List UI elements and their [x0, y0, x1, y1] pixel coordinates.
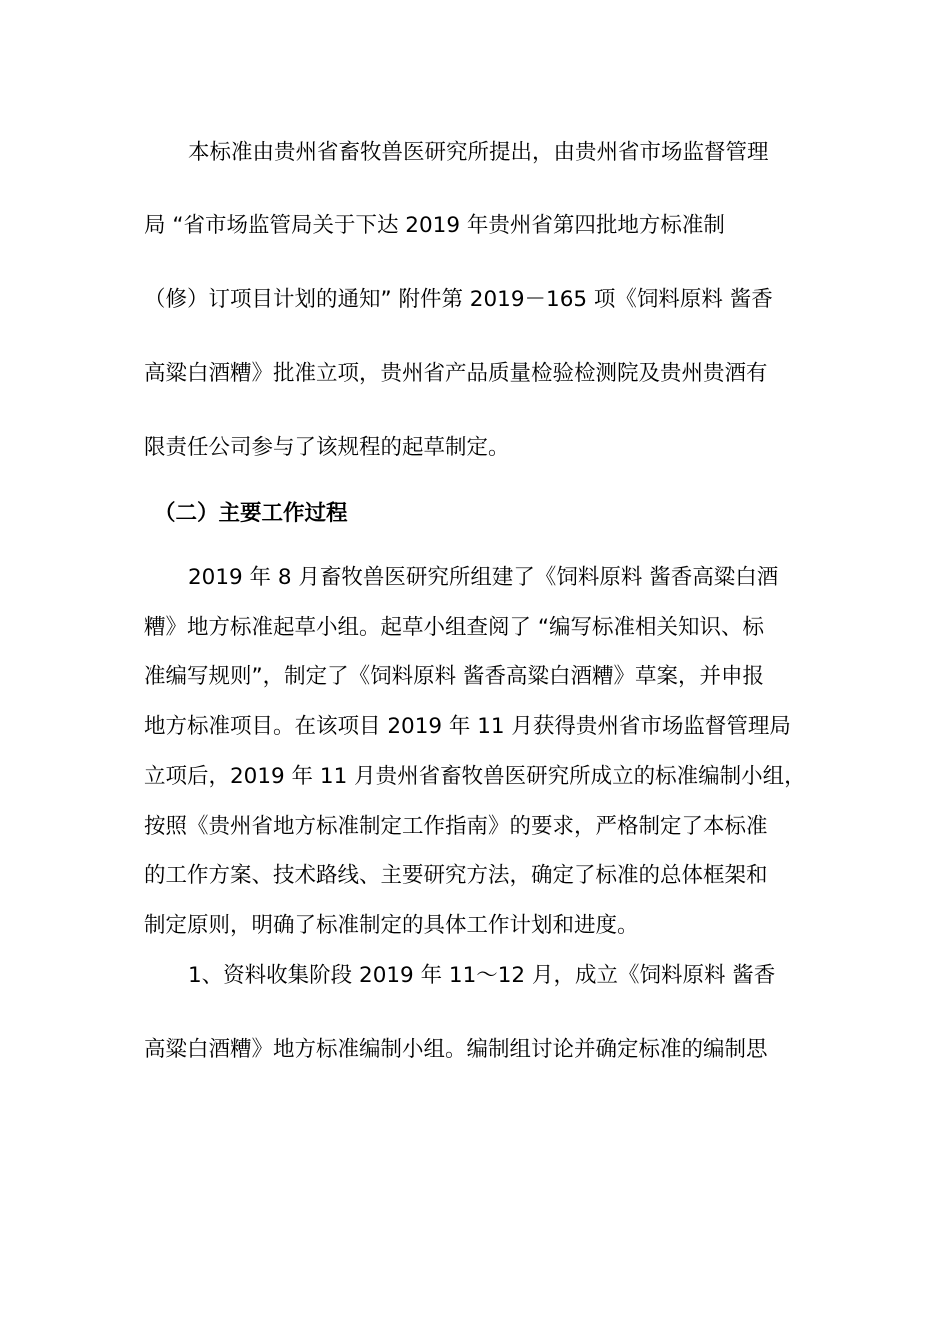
paragraph-line: 高粱白酒糟》地方标准编制小组。编制组讨论并确定标准的编制思 — [144, 1037, 768, 1062]
paragraph-line: 按照《贵州省地方标准制定工作指南》的要求，严格制定了本标准 — [144, 814, 768, 839]
paragraph-line: 立项后，2019 年 11 月贵州省畜牧兽医研究所成立的标准编制小组， — [144, 764, 806, 789]
paragraph-line: 的工作方案、技术路线、主要研究方法，确定了标准的总体框架和 — [144, 863, 768, 888]
paragraph-line: 1、资料收集阶段 2019 年 11～12 月，成立《饲料原料 酱香 — [188, 963, 776, 988]
paragraph-line: 限责任公司参与了该规程的起草制定。 — [144, 435, 510, 460]
paragraph-line: 高粱白酒糟》批准立项，贵州省产品质量检验检测院及贵州贵酒有 — [144, 361, 768, 386]
paragraph-line: 制定原则，明确了标准制定的具体工作计划和进度。 — [144, 913, 639, 938]
paragraph-line: 准编写规则”，制定了《饲料原料 酱香高粱白酒糟》草案，并申报 — [144, 664, 764, 689]
section-heading: （二）主要工作过程 — [154, 501, 348, 526]
paragraph-line: 2019 年 8 月畜牧兽医研究所组建了《饲料原料 酱香高粱白酒 — [188, 565, 779, 590]
paragraph-line: 本标准由贵州省畜牧兽医研究所提出，由贵州省市场监督管理 — [188, 140, 769, 165]
paragraph-line: 糟》地方标准起草小组。起草小组查阅了 “编写标准相关知识、标 — [144, 615, 764, 640]
paragraph-line: （修）订项目计划的通知” 附件第 2019－165 项《饲料原料 酱香 — [144, 287, 773, 312]
paragraph-line: 局 “省市场监管局关于下达 2019 年贵州省第四批地方标准制 — [144, 213, 725, 238]
paragraph-line: 地方标准项目。在该项目 2019 年 11 月获得贵州省市场监督管理局 — [144, 714, 791, 739]
